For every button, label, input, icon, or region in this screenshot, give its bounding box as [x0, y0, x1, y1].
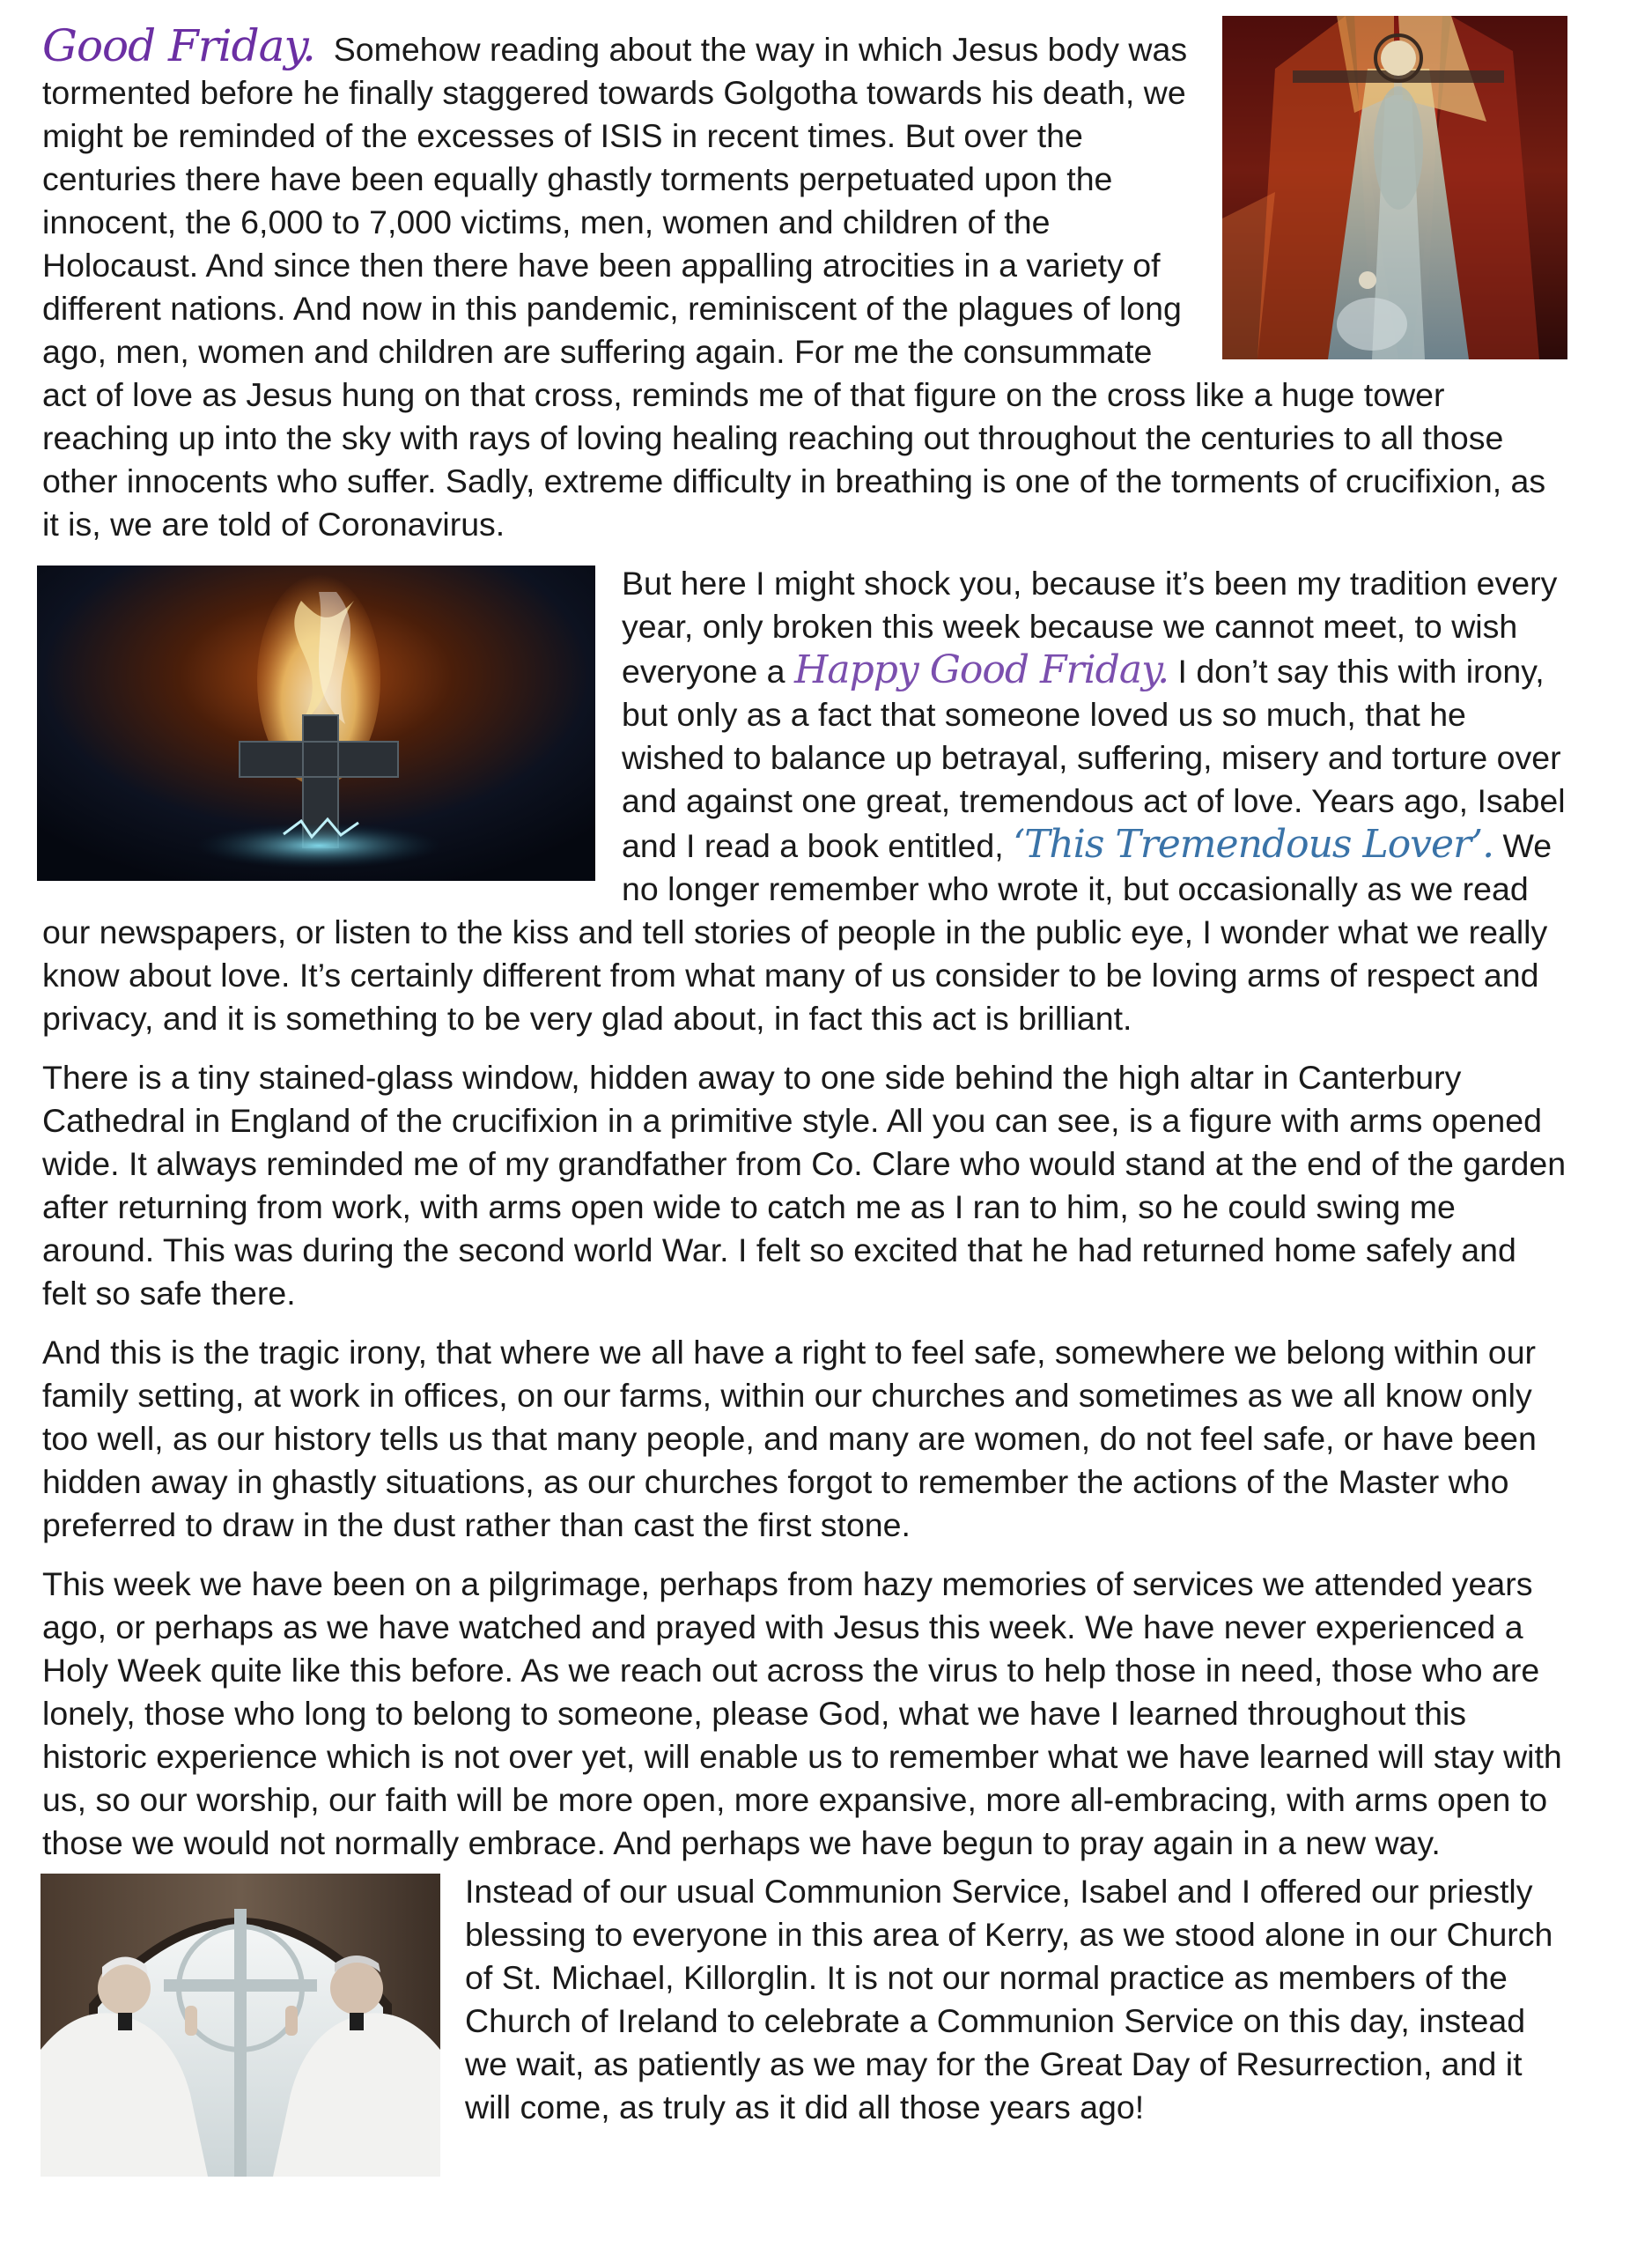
- paragraph-stained-glass: There is a tiny stained-glass window, hidden away to one side behind the high altar in Canterbury Cathedral in England of the crucifixion in a primitive style. All you can see, is a figure with arms opened wide. It always reminded me of my grandfather from Co. Clare who would stand at the end of the garden after returning from work, with arms open wide to catch me as I ran to him, so he could swing me around. This was during the second world War. I felt so excited that he had returned home safely and felt so safe there.: [42, 1059, 1567, 1312]
- paragraph-pilgrimage: This week we have been on a pilgrimage, perhaps from hazy memories of services we attended years ago, or perhaps as we have watched and prayed with Jesus this week. We have never experienced a Holy Week quite like this before. As we reach out across the virus to help those in need, those who are lonely, those who long to belong to someone, please God, what we have I learned throughout this historic experience which is not over yet, will enable us to remember what we have learned will stay with us, so our worship, our faith will be more open, more expansive, more all-embracing, with arms open to those we would not normally embrace. And perhaps we have begun to pray again in a new way.: [42, 1565, 1562, 1861]
- flaming-cross-image: [37, 566, 595, 881]
- newsletter-page: [42, 20, 1567, 2177]
- happy-good-friday-phrase: Happy Good Friday.: [793, 647, 1169, 692]
- good-friday-title: Good Friday.: [42, 20, 315, 71]
- greeting-text-middle: I don’t say this with irony, but only as a fact that someone loved us so much, that he wished to balance up betrayal, suffering, misery and torture over and against one great, tremendous act of love. Years ago, Isabel and I read a book entitled,: [622, 653, 1566, 864]
- greeting-text-before: But here I might shock you, because it’s been my tradition every year, only broken this week because we cannot meet, to wish everyone a: [622, 565, 1558, 690]
- priests-at-window-image: [41, 1874, 440, 2177]
- paragraph-communion: Instead of our usual Communion Service, Isabel and I offered our priestly blessing to everyone in this area of Kerry, as we stood alone in our Church of St. Michael, Killorglin. It is not our normal practice as members of the Church of Ireland to celebrate a Communion Service on this day, instead we wait, as patiently as we may for the Great Day of Resurrection, and it will come, as truly as it did all those years ago!: [465, 1873, 1553, 2126]
- paragraph-tragic-irony: And this is the tragic irony, that where we all have a right to feel safe, somewhere we belong within our family setting, at work in offices, on our farms, within our churches and sometimes as we all know only too well, as our history tells us that many people, and many are women, do not feel safe, or have been hidden away in ghastly situations, as our churches forgot to remember the actions of the Master who preferred to draw in the dust rather than cast the first stone.: [42, 1334, 1537, 1543]
- paragraph-intro-text: Somehow reading about the way in which Jesus body was tormented before he finally staggered towards Golgotha towards his death, we might be reminded of the excesses of ISIS in recent times. But over the centuries there have been equally ghastly torments perpetuated upon the innocent, the 6,000 to 7,000 victims, men, women and children of the Holocaust. And since then there have been appalling atrocities in a variety of different nations. And now in this pandemic, reminiscent of the plagues of long ago, men, women and children are suffering again. For me the consummate act of love as Jesus hung on that cross, reminds me of that figure on the cross like a huge tower reaching up into the sky with rays of loving healing reaching out throughout the centuries to all those other innocents who suffer. Sadly, extreme difficulty in breathing is one of the torments of crucifixion, as it is, we are told of Coronavirus.: [42, 31, 1546, 543]
- greeting-text-after: We no longer remember who wrote it, but occasionally as we read our newspapers, or listen to the kiss and tell stories of people in the public eye, I wonder what we really know about love. It’s certainly different from what many of us consider to be loving arms of respect and privacy, and it is something to be very glad about, in fact this act is brilliant.: [42, 827, 1552, 1037]
- crucifixion-painting-image: [1222, 16, 1567, 359]
- book-title-phrase: ‘This Tremendous Lover’.: [1013, 822, 1494, 867]
